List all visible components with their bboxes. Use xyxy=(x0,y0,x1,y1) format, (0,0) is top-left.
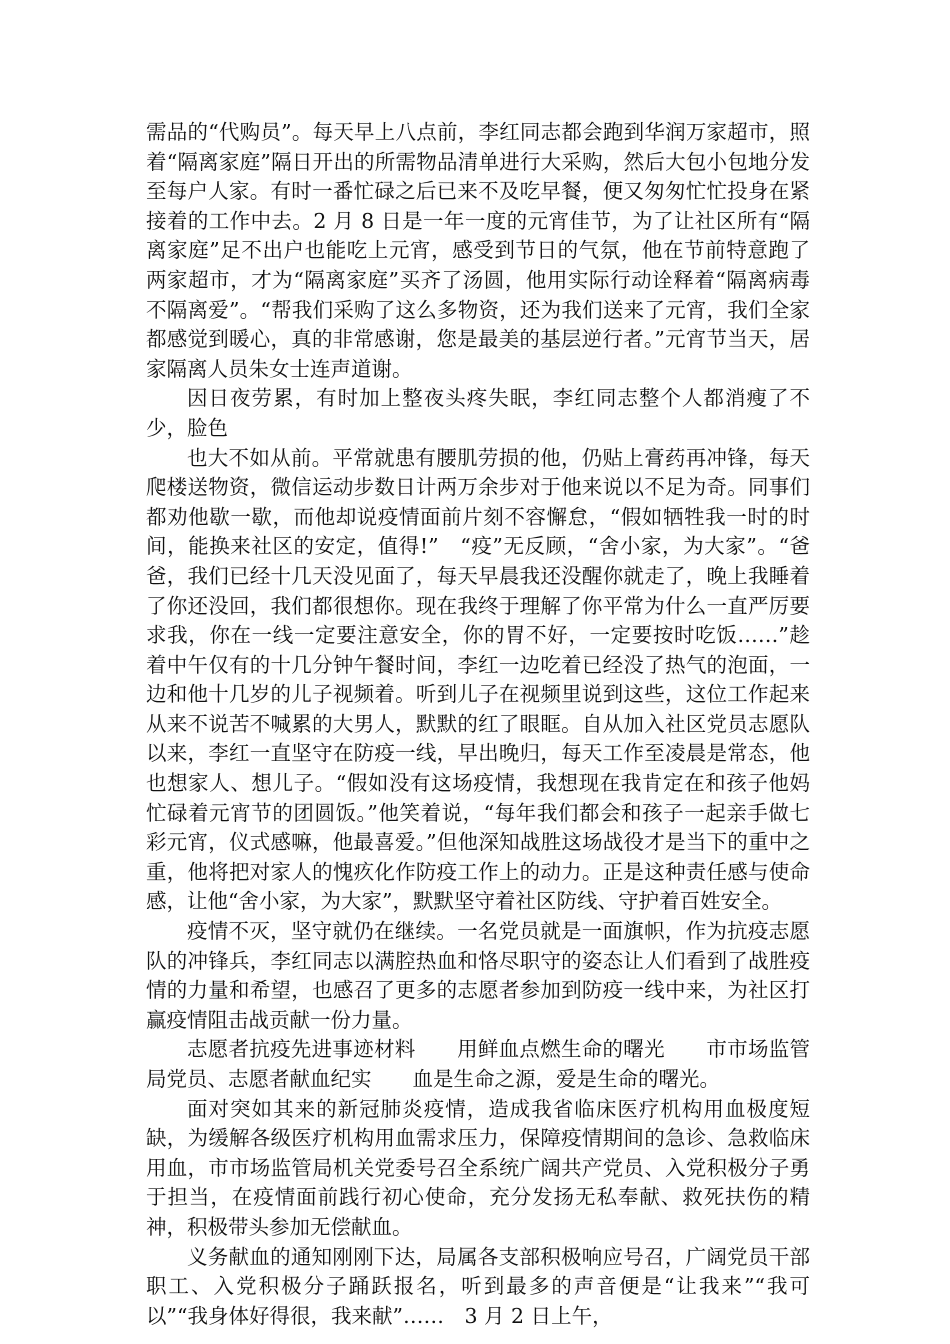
paragraph-7: 义务献血的通知刚刚下达，局属各支部积极响应号召，广阔党员干部职工、入党积极分子踊跃报名，听到最多的声音便是“让我来”“我可以”“我身体好得很，我来献”…… 3 月 2 日上午， xyxy=(146,1244,810,1328)
paragraph-2: 因日夜劳累，有时加上整夜头疼失眠，李红同志整个人都消瘦了不少，脸色 xyxy=(146,386,810,440)
paragraph-3: 也大不如从前。平常就患有腰肌劳损的他，仍贴上膏药再冲锋，每天爬楼送物资，微信运动步数日计两万余步对于他来说以不足为奇。同事们都劝他歇一歇，而他却说疫情面前片刻不容懈怠，“假如牺牲我一时的时间，能换来社区的安定，值得!” “疫”无反顾，“舍小家，为大家”。“爸爸，我们已经十几天没见面了，每天早晨我还没醒你就走了，晚上我睡着了你还没回，我们都很想你。现在我终于理解了你平常为什么一直严厉要求我，你在一线一定要注意安全，你的胃不好，一定要按时吃饭……”趁着中午仅有的十几分钟午餐时间，李红一边吃着已经没了热气的泡面，一边和他十几岁的儿子视频着。听到儿子在视频里说到这些，这位工作起来从来不说苦不喊累的大男人，默默的红了眼眶。自从加入社区党员志愿队以来，李红一直坚守在防疫一线，早出晚归，每天工作至凌晨是常态，他也想家人、想儿子。“假如没有这场疫情，我想现在我肯定在和孩子他妈忙碌着元宵节的团圆饭。”他笑着说，“每年我们都会和孩子一起亲手做七彩元宵，仪式感嘛，他最喜爱。”但他深知战胜这场战役才是当下的重中之重，他将把对家人的愧疚化作防疫工作上的动力。正是这种责任感与使命感，让他“舍小家，为大家”，默默坚守着社区防线、守护着百姓安全。 xyxy=(146,445,810,914)
document-body xyxy=(146,118,810,1331)
paragraph-1: 需品的“代购员”。每天早上八点前，李红同志都会跑到华润万家超市，照着“隔离家庭”隔日开出的所需物品清单进行大采购，然后大包小包地分发至每户人家。有时一番忙碌之后已来不及吃早餐，便又匆匆忙忙投身在紧接着的工作中去。2 月 8 日是一年一度的元宵佳节，为了让社区所有“隔离家庭”足不出户也能吃上元宵，感受到节日的气氛，他在节前特意跑了两家超市，才为“隔离家庭”买齐了汤圆，他用实际行动诠释着“隔离病毒不隔离爱”。“帮我们采购了这么多物资，还为我们送来了元宵，我们全家都感觉到暖心，真的非常感谢，您是最美的基层逆行者。”元宵节当天，居家隔离人员朱女士连声道谢。 xyxy=(146,120,810,381)
paragraph-6: 面对突如其来的新冠肺炎疫情，造成我省临床医疗机构用血极度短缺，为缓解各级医疗机构用血需求压力，保障疫情期间的急诊、急救临床用血，市市场监管局机关党委号召全系统广阔共产党员、入党积极分子勇于担当，在疫情面前践行初心使命，充分发扬无私奉献、救死扶伤的精神，积极带头参加无偿献血。 xyxy=(146,1096,810,1239)
paragraph-5: 志愿者抗疫先进事迹材料 用鲜血点燃生命的曙光 市市场监管局党员、志愿者献血纪实 血是生命之源，爱是生命的曙光。 xyxy=(146,1037,810,1091)
paragraph-4: 疫情不灭，坚守就仍在继续。一名党员就是一面旗帜，作为抗疫志愿队的冲锋兵，李红同志以满腔热血和恪尽职守的姿态让人们看到了战胜疫情的力量和希望，也感召了更多的志愿者参加到防疫一线中来，为社区打赢疫情阻击战贡献一份力量。 xyxy=(146,919,810,1032)
